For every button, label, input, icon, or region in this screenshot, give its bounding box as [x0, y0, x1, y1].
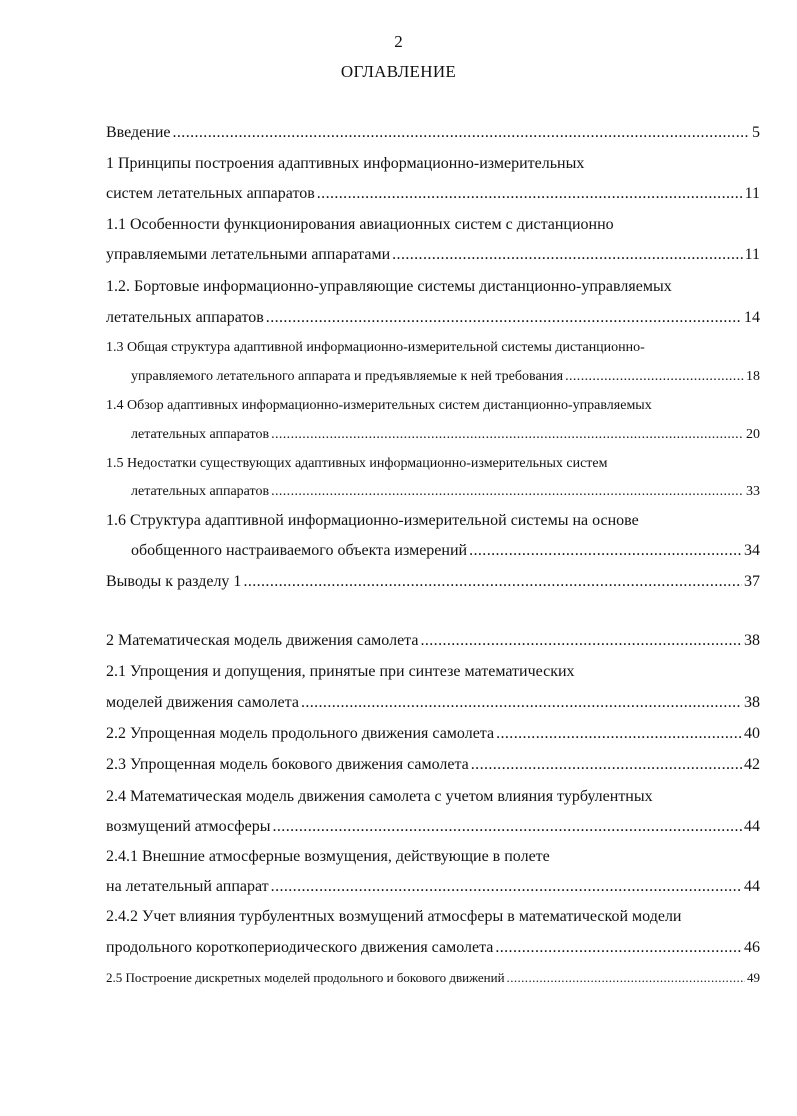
toc-entry-title: 2.4.1 Внешние атмосферные возмущения, действующие в полете: [106, 848, 550, 865]
toc-entry-2-4-1-line1[interactable]: [106, 846, 760, 868]
toc-entry-title: управляемыми летательными аппаратами: [106, 246, 391, 263]
toc-entry-1-5-line2[interactable]: [131, 481, 760, 503]
toc-entry-2-4-line1[interactable]: [106, 786, 760, 808]
dot-leader: [392, 244, 742, 266]
toc-entry-1-6-line1[interactable]: [106, 510, 760, 532]
toc-entry-1-5-line1[interactable]: [106, 453, 760, 475]
toc-entry-page: 38: [744, 632, 760, 649]
toc-entry-section-1-line2[interactable]: [106, 183, 760, 205]
page-number: 2: [394, 32, 403, 51]
toc-entry-title: обобщенного настраиваемого объекта измерений: [131, 542, 468, 559]
toc-entry-title: моделей движения самолета: [106, 694, 299, 711]
toc-entry-section-2[interactable]: [106, 630, 760, 652]
page-title: ОГЛАВЛЕНИЕ: [340, 62, 457, 81]
dot-leader: [266, 307, 742, 329]
dot-leader: [420, 630, 742, 652]
toc-entry-1-4-line1[interactable]: [106, 395, 760, 417]
toc-entry-page: 20: [746, 427, 760, 442]
toc-entry-page: 40: [744, 725, 760, 742]
toc-entry-1-6-line2[interactable]: [131, 540, 760, 562]
toc-entry-2-4-2-line2[interactable]: [106, 937, 760, 959]
toc-entry-title: 1.3 Общая структура адаптивной информационно-измерительной системы дистанционно-: [106, 340, 645, 355]
dot-leader: [507, 967, 745, 989]
toc-entry-page: 46: [744, 939, 760, 956]
toc-entry-1-1-line2[interactable]: [106, 244, 760, 266]
toc-entry-2-1-line1[interactable]: [106, 661, 760, 683]
toc-entry-2-4-line2[interactable]: [106, 816, 760, 838]
toc-entry-title: 1.2. Бортовые информационно-управляющие системы дистанционно-управляемых: [106, 278, 672, 295]
toc-entry-title: Выводы к разделу 1: [106, 573, 242, 590]
toc-entry-title: 2 Математическая модель движения самолета: [106, 632, 419, 649]
toc-entry-page: 38: [744, 694, 760, 711]
toc-entry-title: Введение: [106, 124, 171, 141]
toc-entry-title: 2.1 Упрощения и допущения, принятые при синтезе математических: [106, 663, 575, 680]
toc-entry-section-1-line1[interactable]: [106, 153, 760, 175]
toc-entry-1-4-line2[interactable]: [131, 424, 760, 446]
toc-entry-page: 34: [744, 542, 760, 559]
toc-entry-page: 33: [746, 484, 760, 499]
dot-leader: [271, 424, 744, 446]
toc-entry-page: 42: [744, 756, 760, 773]
dot-leader: [271, 481, 744, 503]
toc-entry-title: на летательный аппарат: [106, 878, 269, 895]
dot-leader: [317, 183, 743, 205]
dot-leader: [271, 876, 742, 898]
toc-entry-title: летательных аппаратов: [131, 484, 270, 499]
toc-entry-2-2[interactable]: [106, 723, 760, 745]
dot-leader: [173, 122, 751, 144]
toc-entry-1-1-line1[interactable]: [106, 214, 760, 236]
toc-entry-1-2-line2[interactable]: [106, 307, 760, 329]
toc-entry-page: 44: [744, 878, 760, 895]
dot-leader: [301, 692, 742, 714]
toc-entry-introduction[interactable]: [106, 122, 760, 144]
dot-leader: [471, 754, 742, 776]
toc-entry-title: 2.4 Математическая модель движения самолета с учетом влияния турбулентных: [106, 788, 653, 805]
dot-leader: [565, 366, 744, 388]
toc-entry-title: 2.2 Упрощенная модель продольного движения самолета: [106, 725, 495, 742]
toc-entry-title: продольного короткопериодического движения самолета: [106, 939, 494, 956]
toc-entry-page: 11: [744, 185, 760, 202]
toc-entry-2-5[interactable]: [106, 967, 760, 989]
toc-entry-1-3-line2[interactable]: [131, 366, 760, 388]
toc-entry-title: 1.6 Структура адаптивной информационно-измерительной системы на основе: [106, 512, 639, 529]
toc-entry-title: 2.5 Построение дискретных моделей продольного и бокового движений: [106, 970, 505, 985]
toc-entry-page: 37: [744, 573, 760, 590]
toc-entry-title: управляемого летательного аппарата и предъявляемые к ней требования: [131, 369, 564, 384]
toc-entry-2-1-line2[interactable]: [106, 692, 760, 714]
toc-entry-title: возмущений атмосферы: [106, 818, 271, 835]
toc-entry-title: 2.4.2 Учет влияния турбулентных возмущений атмосферы в математической модели: [106, 908, 682, 925]
toc-entry-title: систем летательных аппаратов: [106, 185, 315, 202]
toc-entry-title: 1.5 Недостатки существующих адаптивных информационно-измерительных систем: [106, 456, 608, 471]
toc-entry-page: 44: [744, 818, 760, 835]
toc-entry-title: 2.3 Упрощенная модель бокового движения самолета: [106, 756, 469, 773]
toc-entry-page: 49: [747, 970, 760, 985]
dot-leader: [243, 571, 742, 593]
toc-entry-title: летательных аппаратов: [106, 309, 264, 326]
toc-entry-title: 1.1 Особенности функционирования авиационных систем с дистанционно: [106, 216, 614, 233]
dot-leader: [496, 723, 742, 745]
toc-entry-1-2-line1[interactable]: [106, 276, 760, 298]
toc-entry-1-3-line1[interactable]: [106, 337, 760, 359]
toc-entry-2-4-1-line2[interactable]: [106, 876, 760, 898]
toc-entry-page: 14: [744, 309, 760, 326]
toc-entry-conclusions-1[interactable]: [106, 571, 760, 593]
toc-entry-2-3[interactable]: [106, 754, 760, 776]
dot-leader: [469, 540, 742, 562]
toc-entry-page: 11: [744, 246, 760, 263]
toc-entry-page: 18: [746, 369, 760, 384]
dot-leader: [273, 816, 743, 838]
toc-entry-page: 5: [752, 124, 760, 141]
dot-leader: [495, 937, 742, 959]
toc-entry-title: 1 Принципы построения адаптивных информационно-измерительных: [106, 155, 585, 172]
toc-entry-title: 1.4 Обзор адаптивных информационно-измерительных систем дистанционно-управляемых: [106, 398, 652, 413]
toc-entry-title: летательных аппаратов: [131, 427, 270, 442]
toc-entry-2-4-2-line1[interactable]: [106, 906, 760, 928]
